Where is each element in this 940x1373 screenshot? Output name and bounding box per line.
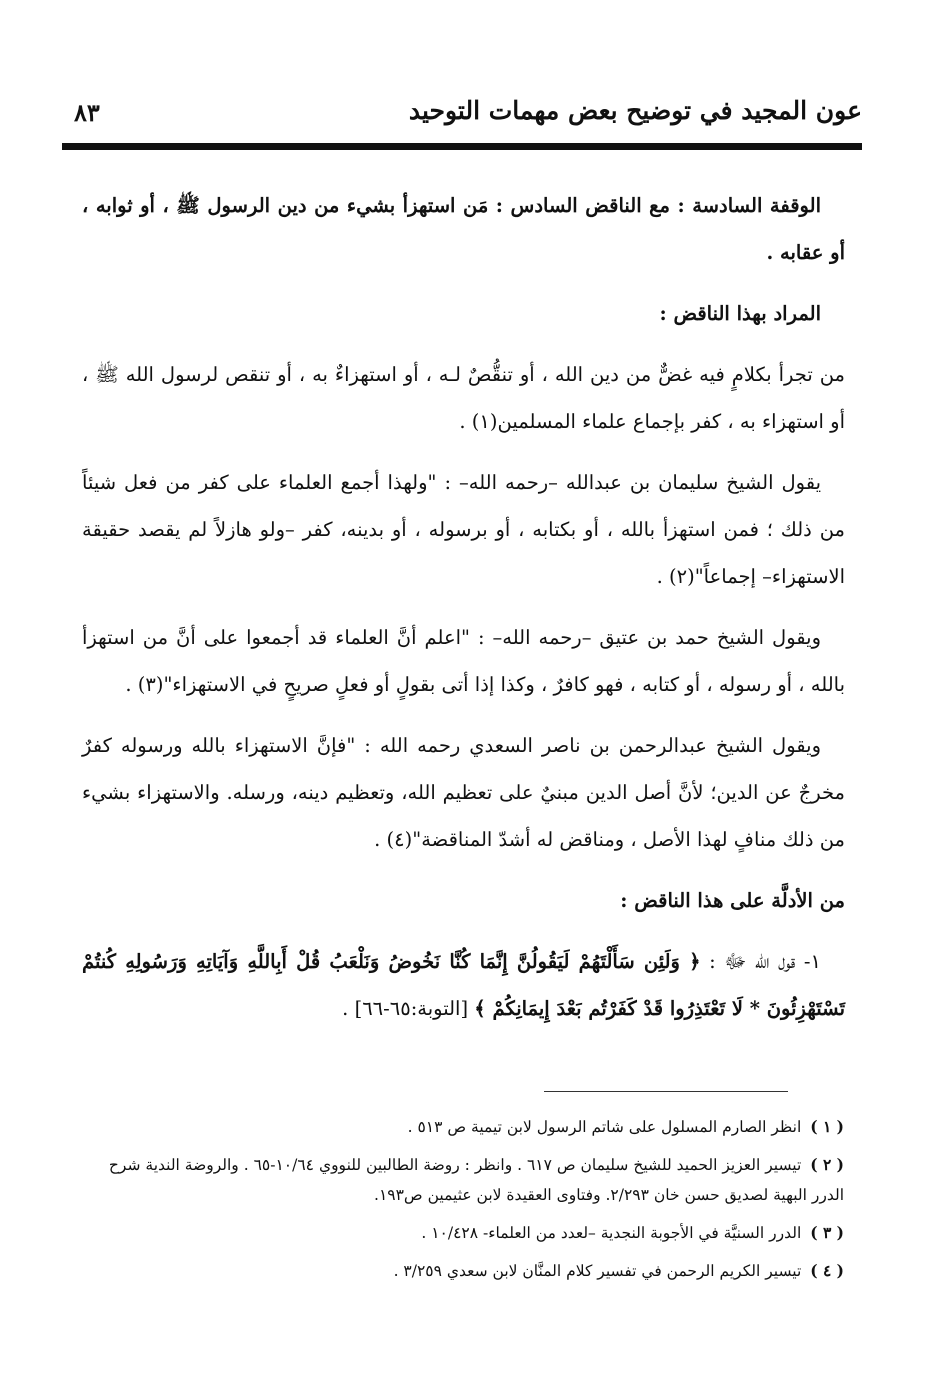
subheading-meaning: المراد بهذا الناقض : <box>659 302 821 325</box>
running-header <box>62 88 862 138</box>
paragraph-quote-hamad: ويقول الشيخ حمد بن عتيق –رحمه الله– : "اعلم أنَّ العلماء قد أجمعوا على أنَّ من استهزأ بالله ، أو رسوله ، أو كتابه ، فهو كافرٌ ، وكذا إذا أتى بقولٍ أو فعلٍ صريحٍ في الاستهزاء"(٣) . <box>82 626 845 696</box>
header-rule <box>62 143 862 150</box>
footnote-number: ( ٤ ) <box>810 1261 844 1280</box>
section-heading: الوقفة السادسة : مع الناقض السادس : مَن استهزأ بشيء من دين الرسول ﷺ ، أو ثوابه ، أو عقابه . <box>82 194 845 264</box>
subheading-evidence: من الأدلَّة على هذا الناقض : <box>620 889 845 912</box>
main-text <box>82 182 845 1046</box>
footnote-text: تيسير الكريم الرحمن في تفسير كلام المنَّان لابن سعدي ٣/٢٥٩ . <box>393 1262 802 1280</box>
footnote-text: انظر الصارم المسلول على شاتم الرسول لابن تيمية ص ٥١٣ . <box>407 1118 802 1136</box>
book-title: عون المجيد في توضيح بعض مهمات التوحيد <box>408 96 862 125</box>
paragraph-verse <box>82 938 845 1032</box>
footnote-text: الدرر السنيَّة في الأجوبة النجدية –لعدد من العلماء- ١٠/٤٢٨ . <box>421 1224 802 1242</box>
footnote-4 <box>80 1256 844 1286</box>
paragraph-quote-sulaiman: يقول الشيخ سليمان بن عبدالله –رحمه الله– : "ولهذا أجمع العلماء على كفر من فعل شيئاً من ذلك ؛ فمن استهزأ بالله ، أو بكتابه ، أو برسوله ، أو بدينه، كفر –ولو هازلاً لم يقصد حقيقة الاستهزاء– إجماعاً"(٢) . <box>82 471 845 588</box>
footnotes <box>80 1112 844 1294</box>
verse-reference: [التوبة:٦٥-٦٦] . <box>342 997 469 1020</box>
footnote-text: تيسير العزيز الحميد للشيخ سليمان ص ٦١٧ . وانظر : روضة الطالبين للنووي ١٠/٦٤-٦٥ . والروضة الندية شرح الدرر البهية لصديق حسن خان ٢/٢٩٣. وفتاوى العقيدة لابن عثيمين ص١٩٣. <box>108 1156 844 1204</box>
footnote-number: ( ٣ ) <box>810 1223 844 1242</box>
footnote-1 <box>80 1112 844 1142</box>
paragraph-quote-saadi: ويقول الشيخ عبدالرحمن بن ناصر السعدي رحمه الله : "فإنَّ الاستهزاء بالله ورسوله كفرٌ مخرجٌ عن الدين؛ لأنَّ أصل الدين مبنيٌ على تعظيم الله، وتعظيم دينه، ورسله. والاستهزاء بشيء من ذلك منافٍ لهذا الأصل ، ومناقض له أشدّ المناقضة"(٤) . <box>82 734 845 851</box>
footnote-number: ( ٢ ) <box>810 1155 844 1174</box>
footnote-3 <box>80 1218 844 1248</box>
page-number: ٨٣ <box>74 98 100 127</box>
footnote-number: ( ١ ) <box>810 1117 844 1136</box>
footnote-separator <box>544 1091 788 1092</box>
verse-intro: ١- قول الله ﷻ : <box>709 950 822 973</box>
footnote-2 <box>80 1150 844 1210</box>
paragraph-definition: من تجرأ بكلامٍ فيه غضٌّ من دين الله ، أو تنقُّصٌ لـه ، أو استهزاءٌ به ، أو تنقص لرسول الله ﷺ ، أو استهزاء به ، كفر بإجماع علماء المسلمين(١) . <box>82 363 845 433</box>
quran-verse: ﴿ وَلَئِن سَأَلْتَهُمْ لَيَقُولُنَّ إِنَّمَا كُنَّا نَخُوضُ وَنَلْعَبُ قُلْ أَبِاللَّهِ وَآيَاتِهِ وَرَسُولِهِ كُنتُمْ تَسْتَهْزِئُونَ * لَا تَعْتَذِرُوا قَدْ كَفَرْتُم بَعْدَ إِيمَانِكُمْ ﴾ <box>82 950 845 1020</box>
